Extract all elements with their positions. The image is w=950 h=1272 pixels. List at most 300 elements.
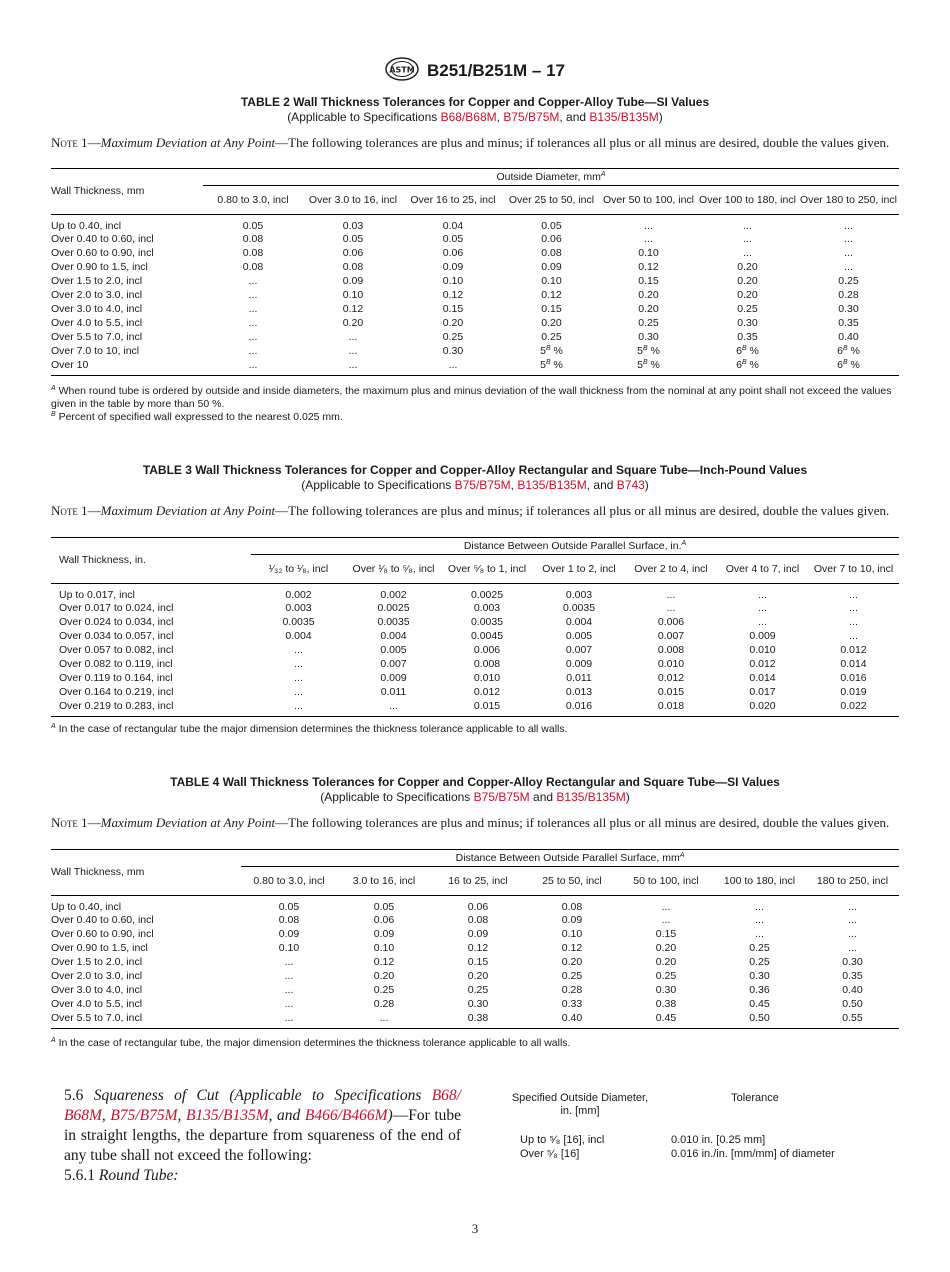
- table-cell: ...: [666, 588, 676, 601]
- table3-footnote-a: $^A$ In the case of rectangular tube the major dimension determines the thickness tolerance applicable to all walls.: [51, 723, 568, 735]
- table-cell: 0.10: [278, 942, 300, 955]
- table-cell: 0.12: [638, 261, 659, 274]
- table-cell: 0.12: [342, 303, 364, 316]
- squareness-row1-value: 0.010 in. [0.25 mm]: [671, 1134, 766, 1146]
- table-cell: 0.08: [242, 247, 264, 260]
- table-cell: 0.09: [541, 261, 562, 274]
- row-label: Over 0.034 to 0.057, incl: [59, 630, 174, 643]
- astm-logo-icon: [385, 57, 419, 81]
- table-cell: 0.0025: [470, 588, 504, 601]
- table-cell: 0.007: [380, 658, 407, 671]
- table3-col-header: Over 1 to 2, incl: [533, 555, 625, 584]
- table-row: [51, 984, 899, 998]
- table-cell: 0.15: [638, 275, 659, 288]
- table-cell: 0.002: [285, 588, 312, 601]
- page-number: 3: [471, 1221, 479, 1236]
- designation: B251/B251M – 17: [427, 61, 565, 80]
- table-cell: 0.15: [442, 303, 464, 316]
- table-cell: 0.06: [541, 233, 562, 246]
- table-cell: 0.016: [533, 700, 625, 717]
- table-cell: 0.08: [541, 247, 562, 260]
- table2-col-header: Over 100 to 180, incl: [697, 186, 798, 215]
- percent-cell: $5^B$ %: [503, 359, 600, 376]
- table2-note: Note 1—Maximum Deviation at Any Point—The following tolerances are plus and minus; if tolerances all plus or all minus are desired, double the values given.: [51, 135, 890, 150]
- table-cell: ...: [849, 602, 858, 615]
- table-cell: ...: [403, 359, 503, 376]
- table-row: [51, 998, 899, 1012]
- table-cell: 0.007: [565, 644, 593, 657]
- table2-applicability: (Applicable to Specifications B68/B68M, B75/B75M, and B135/B135M): [287, 110, 663, 124]
- table-cell: 0.002: [380, 588, 407, 601]
- table-cell: 0.03: [342, 219, 364, 232]
- table-cell: 0.003: [565, 588, 593, 601]
- table-cell: 0.12: [373, 956, 395, 969]
- table-cell: 0.30: [842, 956, 863, 969]
- table4-applicability: (Applicable to Specifications B75/B75M and B135/B135M): [320, 790, 630, 804]
- table-cell: 0.33: [561, 998, 583, 1011]
- table-cell: 0.0025: [377, 602, 410, 615]
- table-cell: 0.30: [638, 331, 659, 344]
- table-cell: 0.012: [473, 686, 501, 699]
- table-row: [51, 247, 899, 261]
- percent-cell: $5^B$ %: [637, 345, 660, 358]
- table2-spec-link-1[interactable]: B68/B68M: [440, 110, 497, 124]
- table-cell: 0.003: [473, 602, 501, 615]
- table4-row-header: Wall Thickness, mm: [51, 850, 241, 896]
- table-cell: 0.15: [467, 956, 489, 969]
- section-spec-link-1[interactable]: B68/ B68M: [64, 1087, 461, 1124]
- table-cell: ...: [248, 317, 258, 330]
- table-cell: 0.28: [373, 998, 395, 1011]
- table-cell: 0.020: [717, 700, 808, 717]
- table-cell: 0.35: [842, 970, 863, 983]
- table-cell: 0.009: [565, 658, 593, 671]
- row-label: Up to 0.40, incl: [51, 219, 122, 232]
- table-cell: 0.011: [380, 686, 407, 699]
- table-cell: ...: [661, 914, 671, 927]
- table2-spec-link-3[interactable]: B135/B135M: [589, 110, 659, 124]
- table-row: [51, 914, 899, 928]
- table-cell: ...: [844, 247, 853, 260]
- table4-col-header: 180 to 250, incl: [806, 867, 899, 896]
- table-cell: 0.012: [749, 658, 776, 671]
- table-cell: 0.09: [442, 261, 464, 274]
- table4-footnote-a: $^A$ In the case of rectangular tube, the major dimension determines the thickness tolerance applicable to all walls.: [51, 1037, 571, 1049]
- table-cell: 0.0035: [377, 616, 410, 629]
- squareness-row2-label: Over ⁵⁄₈ [16]: [520, 1148, 580, 1160]
- table-cell: ...: [755, 900, 764, 913]
- table-cell: 0.10: [442, 275, 464, 288]
- table-cell: 0.08: [242, 233, 264, 246]
- table2-col-header: Over 180 to 250, incl: [798, 186, 899, 215]
- table-cell: 0.05: [541, 219, 562, 232]
- table-row: [51, 616, 899, 630]
- table-cell: 0.38: [431, 1012, 525, 1029]
- percent-cell: $5^B$ %: [540, 345, 563, 358]
- row-label: Over 2.0 to 3.0, incl: [51, 289, 143, 302]
- table-cell: 0.008: [657, 644, 685, 657]
- table-cell: 0.25: [737, 303, 758, 316]
- table3-col-header: ¹⁄₃₂ to ¹⁄₈, incl: [251, 555, 346, 584]
- table-cell: 0.010: [749, 644, 776, 657]
- table-cell: 0.006: [657, 616, 685, 629]
- table-row: [51, 602, 899, 616]
- row-label: Over 0.057 to 0.082, incl: [59, 644, 174, 657]
- table3-spec-link-2[interactable]: B135/B135M: [517, 478, 587, 492]
- table-cell: 0.015: [441, 700, 533, 717]
- table-cell: ...: [337, 1012, 431, 1029]
- table-row: [51, 928, 899, 942]
- table-cell: 0.010: [473, 672, 501, 685]
- table-cell: 0.45: [749, 998, 770, 1011]
- percent-cell: $6^B$ %: [697, 359, 798, 376]
- row-label: Over 0.119 to 0.164, incl: [59, 672, 173, 685]
- table-row: [51, 275, 899, 289]
- table3-span-header: Distance Between Outside Parallel Surface, in.$^A$: [251, 538, 899, 555]
- table-cell: 0.018: [625, 700, 717, 717]
- row-label: Over 0.082 to 0.119, incl: [59, 658, 173, 671]
- table-cell: 0.10: [541, 275, 562, 288]
- table-row: [51, 630, 899, 644]
- table-cell: 0.30: [467, 998, 489, 1011]
- table-cell: 0.30: [838, 303, 859, 316]
- table-cell: 0.004: [285, 630, 312, 643]
- table-cell: ...: [248, 331, 258, 344]
- table2-title: TABLE 2 Wall Thickness Tolerances for Copper and Copper-Alloy Tube—SI Values: [240, 95, 710, 109]
- table-cell: ...: [849, 588, 858, 601]
- table-row: [51, 956, 899, 970]
- table-cell: 0.022: [808, 700, 899, 717]
- row-label: Over 5.5 to 7.0, incl: [51, 331, 143, 344]
- table-cell: 0.12: [442, 289, 464, 302]
- table-cell: 0.50: [713, 1012, 806, 1029]
- row-label: Over 0.219 to 0.283, incl: [51, 700, 251, 717]
- table-cell: 0.25: [442, 331, 464, 344]
- table-cell: 0.05: [278, 900, 300, 913]
- table-cell: 0.005: [380, 644, 407, 657]
- table4-col-header: 3.0 to 16, incl: [337, 867, 431, 896]
- table-cell: 0.011: [566, 672, 592, 685]
- table-cell: ...: [755, 914, 764, 927]
- squareness-col2-header: Tolerance: [731, 1092, 779, 1104]
- squareness-row2-value: 0.016 in./in. [mm/mm] of diameter: [671, 1148, 835, 1160]
- table-cell: ...: [294, 672, 303, 685]
- table-cell: 0.05: [373, 900, 395, 913]
- table4-title-block: [0, 775, 950, 805]
- row-label: Over 0.40 to 0.60, incl: [51, 233, 154, 246]
- row-label: Over 4.0 to 5.5, incl: [51, 998, 143, 1011]
- table-cell: ...: [849, 616, 858, 629]
- table-row: [51, 261, 899, 275]
- table-cell: 0.20: [737, 289, 758, 302]
- table2-span-header: Outside Diameter, $mm^A$: [203, 169, 899, 186]
- row-label: Over 0.017 to 0.024, incl: [59, 602, 174, 615]
- table4-title: TABLE 4 Wall Thickness Tolerances for Copper and Copper-Alloy Rectangular and Square Tube—SI Values: [170, 775, 780, 789]
- table-cell: ...: [241, 1012, 337, 1029]
- table-row: [51, 584, 899, 602]
- table-cell: 0.04: [442, 219, 464, 232]
- table-cell: 0.35: [737, 331, 758, 344]
- table-cell: 0.006: [473, 644, 501, 657]
- table-cell: 0.55: [806, 1012, 899, 1029]
- table-cell: ...: [849, 630, 858, 643]
- table-row: [51, 700, 899, 717]
- table-cell: 0.30: [749, 970, 770, 983]
- table3-title: TABLE 3 Wall Thickness Tolerances for Copper and Copper-Alloy Rectangular and Square Tube—Inch-Pound Values: [142, 463, 808, 477]
- table3-spec-link-1[interactable]: B75/B75M: [454, 478, 511, 492]
- section-5-6-1: 5.6.1 Round Tube:: [64, 1167, 179, 1184]
- table4-span-header: Distance Between Outside Parallel Surface, $mm^A$: [241, 850, 899, 867]
- table-row: [51, 317, 899, 331]
- table-cell: ...: [758, 616, 767, 629]
- table-cell: ...: [848, 942, 857, 955]
- table-cell: ...: [348, 345, 358, 358]
- table-cell: 0.35: [838, 317, 859, 330]
- table-cell: ...: [758, 588, 767, 601]
- table-cell: ...: [203, 359, 303, 376]
- table-cell: 0.45: [619, 1012, 713, 1029]
- table-cell: ...: [661, 900, 671, 913]
- section-spec-link-3[interactable]: B135/B135M: [185, 1107, 269, 1124]
- row-label: Over 1.5 to 2.0, incl: [51, 275, 143, 288]
- table-cell: 0.20: [561, 956, 583, 969]
- row-label: Over 0.60 to 0.90, incl: [51, 247, 154, 260]
- table-cell: 0.06: [342, 247, 364, 260]
- table-cell: ...: [743, 247, 752, 260]
- row-label: Over 3.0 to 4.0, incl: [51, 984, 143, 997]
- table-cell: 0.009: [380, 672, 407, 685]
- table-cell: 0.12: [561, 942, 583, 955]
- table4-note: Note 1—Maximum Deviation at Any Point—The following tolerances are plus and minus; if tolerances all plus or all minus are desired, double the values given.: [51, 815, 890, 830]
- table-cell: 0.08: [561, 900, 583, 913]
- page-header: [0, 57, 950, 81]
- table-cell: 0.004: [565, 616, 593, 629]
- table-cell: 0.09: [467, 928, 489, 941]
- table-cell: 0.004: [380, 630, 407, 643]
- table4-spec-link-2[interactable]: B135/B135M: [556, 790, 626, 804]
- table-cell: 0.06: [467, 900, 489, 913]
- table-cell: 0.28: [838, 289, 859, 302]
- table3-col-header: Over 2 to 4, incl: [625, 555, 717, 584]
- table-row: [51, 942, 899, 956]
- table3-col-header: Over ¹⁄₈ to ⁵⁄₈, incl: [346, 555, 441, 584]
- table-cell: ...: [848, 900, 857, 913]
- row-label: Up to 0.017, incl: [59, 588, 135, 601]
- table-row: [51, 345, 899, 359]
- table-cell: 0.50: [842, 998, 863, 1011]
- table-cell: 0.40: [842, 984, 863, 997]
- table4-col-header: 50 to 100, incl: [619, 867, 713, 896]
- table-cell: ...: [848, 914, 857, 927]
- row-label: Over 2.0 to 3.0, incl: [51, 970, 143, 983]
- table-cell: ...: [294, 686, 303, 699]
- table-cell: 0.25: [541, 331, 562, 344]
- table-cell: ...: [666, 602, 676, 615]
- table-row: [51, 289, 899, 303]
- table3: [51, 537, 899, 717]
- table-cell: 0.40: [838, 331, 859, 344]
- table-cell: 0.10: [638, 247, 659, 260]
- table-cell: 0.12: [467, 942, 489, 955]
- table-cell: 0.007: [657, 630, 685, 643]
- table-cell: 0.10: [342, 289, 364, 302]
- table-cell: 0.38: [655, 998, 677, 1011]
- table-cell: ...: [248, 345, 258, 358]
- table-cell: ...: [248, 275, 258, 288]
- table-cell: 0.019: [840, 686, 867, 699]
- table3-row-header: Wall Thickness, in.: [51, 538, 251, 584]
- table-cell: 0.20: [541, 317, 562, 330]
- table-cell: 0.20: [638, 289, 659, 302]
- table-row: [51, 896, 899, 914]
- table2-col-header: Over 3.0 to 16, incl: [303, 186, 403, 215]
- table-cell: 0.15: [541, 303, 562, 316]
- table4-col-header: 25 to 50, incl: [525, 867, 619, 896]
- table-cell: 0.06: [373, 914, 395, 927]
- table-cell: 0.20: [442, 317, 464, 330]
- table-cell: 0.010: [657, 658, 685, 671]
- table3-col-header: Over 7 to 10, incl: [808, 555, 899, 584]
- table-cell: 0.25: [561, 970, 583, 983]
- table-cell: 0.0035: [282, 616, 315, 629]
- table2-col-header: Over 16 to 25, incl: [403, 186, 503, 215]
- table-cell: 0.25: [749, 956, 770, 969]
- table-cell: ...: [348, 331, 358, 344]
- table-cell: ...: [284, 970, 294, 983]
- percent-cell: $6^B$ %: [736, 345, 759, 358]
- table-cell: 0.30: [737, 317, 758, 330]
- table-cell: 0.25: [749, 942, 770, 955]
- table-cell: ...: [248, 303, 258, 316]
- table-cell: ...: [644, 233, 653, 246]
- section-spec-link-2[interactable]: B75/B75M: [110, 1107, 178, 1124]
- table3-title-block: [0, 463, 950, 493]
- table3-col-header: Over ⁵⁄₈ to 1, incl: [441, 555, 533, 584]
- table-cell: ...: [346, 700, 441, 717]
- squareness-row1-label: Up to ⁵⁄₈ [16], incl: [520, 1134, 605, 1146]
- table-cell: 0.06: [442, 247, 464, 260]
- table-cell: 0.0035: [470, 616, 504, 629]
- table-cell: 0.012: [657, 672, 685, 685]
- section-5-6: 5.6 Squareness of Cut (Applicable to Specifications B68/ B68M, B75/B75M, B135/B135M, and B466/B466M)—For tube in straight lengths, the departure from squareness of the end of any tube shall not exceed the following:: [64, 1087, 462, 1164]
- table-row: [51, 359, 899, 376]
- table-cell: 0.08: [278, 914, 300, 927]
- table-cell: 0.09: [373, 928, 395, 941]
- table-cell: 0.05: [242, 219, 264, 232]
- row-label: Over 0.40 to 0.60, incl: [51, 914, 154, 927]
- table-cell: 0.25: [655, 970, 677, 983]
- percent-cell: $5^B$ %: [600, 359, 697, 376]
- table-cell: ...: [844, 219, 853, 232]
- table3-note: Note 1—Maximum Deviation at Any Point—The following tolerances are plus and minus; if tolerances all plus or all minus are desired, double the values given.: [51, 503, 890, 518]
- table-row: [51, 658, 899, 672]
- table-cell: 0.20: [638, 303, 659, 316]
- table-cell: 0.016: [840, 672, 867, 685]
- table-cell: 0.20: [342, 317, 364, 330]
- table-cell: ...: [758, 602, 767, 615]
- row-label: Up to 0.40, incl: [51, 900, 122, 913]
- table-cell: 0.08: [467, 914, 489, 927]
- table2-col-header: Over 25 to 50, incl: [503, 186, 600, 215]
- table-cell: ...: [294, 644, 303, 657]
- table3-applicability: (Applicable to Specifications B75/B75M, B135/B135M, and B743): [301, 478, 649, 492]
- table-cell: 0.09: [342, 275, 364, 288]
- table-cell: ...: [755, 928, 764, 941]
- table-cell: ...: [303, 359, 403, 376]
- table4-col-header: 16 to 25, incl: [431, 867, 525, 896]
- table2-footnote-b: $^B$ Percent of specified wall expressed to the nearest 0.025 mm.: [51, 411, 343, 423]
- row-label: Over 0.90 to 1.5, incl: [51, 261, 148, 274]
- logo-text: ASTM: [389, 65, 415, 75]
- table-row: [51, 303, 899, 317]
- row-label: Over 5.5 to 7.0, incl: [51, 1012, 241, 1029]
- table-cell: 0.05: [342, 233, 364, 246]
- table-cell: 0.28: [561, 984, 583, 997]
- row-label: Over 1.5 to 2.0, incl: [51, 956, 143, 969]
- table-cell: 0.20: [737, 261, 758, 274]
- table-row: [51, 233, 899, 247]
- row-label: Over 10: [51, 359, 203, 376]
- table-cell: 0.30: [655, 984, 677, 997]
- table-cell: 0.25: [467, 984, 489, 997]
- table-row: [51, 644, 899, 658]
- table-cell: 0.20: [467, 970, 489, 983]
- table-cell: 0.012: [840, 644, 867, 657]
- row-label: Over 0.90 to 1.5, incl: [51, 942, 148, 955]
- table-cell: ...: [248, 289, 258, 302]
- table-cell: ...: [284, 984, 294, 997]
- squareness-col1-header: Specified Outside Diameter, in. [mm]: [511, 1092, 649, 1117]
- row-label: Over 0.60 to 0.90, incl: [51, 928, 154, 941]
- table-cell: 0.017: [749, 686, 776, 699]
- table-cell: 0.25: [838, 275, 859, 288]
- table4-spec-link-1[interactable]: B75/B75M: [473, 790, 530, 804]
- table2-title-block: [0, 95, 950, 125]
- table-cell: 0.36: [749, 984, 770, 997]
- table-cell: ...: [844, 233, 853, 246]
- table-cell: 0.009: [749, 630, 776, 643]
- table4: [51, 849, 899, 1029]
- table2-spec-link-2[interactable]: B75/B75M: [503, 110, 560, 124]
- table-row: [51, 331, 899, 345]
- table-cell: 0.09: [561, 914, 583, 927]
- table-row: [51, 1012, 899, 1029]
- row-label: Over 0.164 to 0.219, incl: [59, 686, 174, 699]
- table3-spec-link-3[interactable]: B743: [616, 478, 645, 492]
- table-cell: 0.09: [278, 928, 300, 941]
- table-cell: 0.08: [242, 261, 264, 274]
- table2-col-header: 0.80 to 3.0, incl: [203, 186, 303, 215]
- table4-col-header: 100 to 180, incl: [713, 867, 806, 896]
- table-cell: 0.20: [737, 275, 758, 288]
- table-row: [51, 970, 899, 984]
- table-cell: ...: [251, 700, 346, 717]
- table-cell: 0.08: [342, 261, 364, 274]
- table-cell: 0.25: [638, 317, 659, 330]
- row-label: Over 0.024 to 0.034, incl: [59, 616, 174, 629]
- table-cell: 0.25: [373, 984, 395, 997]
- table-cell: 0.014: [840, 658, 867, 671]
- table-cell: ...: [848, 928, 857, 941]
- table-cell: 0.05: [442, 233, 464, 246]
- table4-col-header: 0.80 to 3.0, incl: [241, 867, 337, 896]
- table-cell: ...: [644, 219, 653, 232]
- table-cell: 0.008: [473, 658, 501, 671]
- table-cell: ...: [284, 998, 294, 1011]
- section-spec-link-4[interactable]: B466/B466M: [304, 1107, 388, 1124]
- table-cell: 0.10: [561, 928, 583, 941]
- table-cell: 0.003: [285, 602, 312, 615]
